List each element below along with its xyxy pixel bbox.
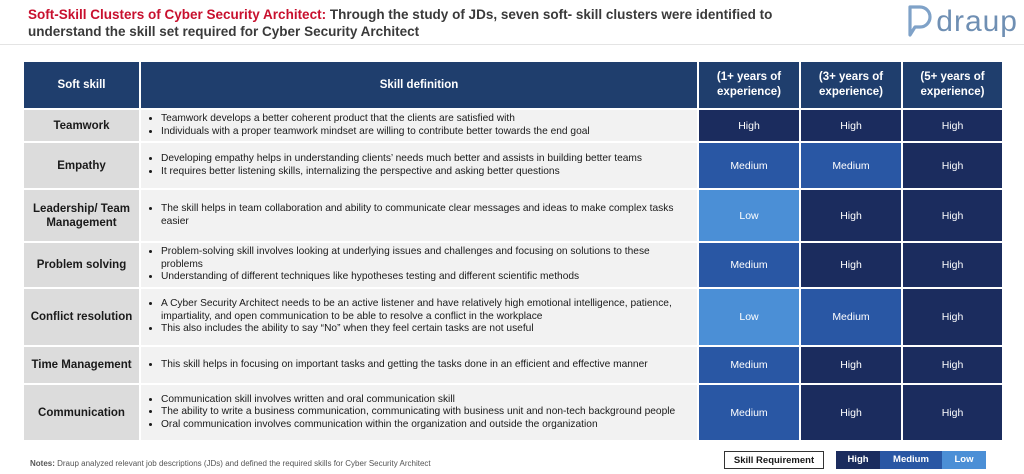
- soft-skill-name: Teamwork: [24, 110, 139, 141]
- definition-bullet: • A Cyber Security Architect needs to be an active listener and have relatively high emotional intelligence, patience, impartiality, and open communication to be able to resolve a conflict in the workplace: [161, 298, 691, 323]
- skill-level-cell: High: [903, 190, 1002, 241]
- skill-level-cell: High: [801, 347, 901, 383]
- skill-level-cell: High: [903, 385, 1002, 440]
- soft-skill-name: Empathy: [24, 143, 139, 188]
- logo-text: draup: [936, 5, 1018, 38]
- table-row: [24, 110, 1002, 141]
- draup-logo-icon: [906, 5, 932, 39]
- legend-item: Medium: [880, 451, 942, 469]
- skill-level-cell: High: [903, 110, 1002, 141]
- skill-level-cell: Low: [699, 289, 799, 345]
- legend-item: High: [836, 451, 880, 469]
- skill-level-cell: High: [699, 110, 799, 141]
- definition-bullet: • The ability to write a business communication, communicating with business unit and non-tech background people: [161, 406, 691, 418]
- column-header: (1+ years of experience): [699, 62, 799, 108]
- soft-skill-name: Conflict resolution: [24, 289, 139, 345]
- definition-bullet: • The skill helps in team collaboration and ability to communicate clear messages and ideas to make complex tasks easier: [161, 203, 691, 228]
- table-row: [24, 385, 1002, 440]
- title-lead: Soft-Skill Clusters of Cyber Security Architect:: [28, 7, 327, 22]
- skill-definition: [141, 243, 697, 287]
- definition-bullet: • Teamwork develops a better coherent product that the clients are satisfied with: [161, 113, 691, 125]
- skill-definition: [141, 385, 697, 440]
- notes-label: Notes:: [30, 459, 55, 468]
- definition-bullet: • Individuals with a proper teamwork mindset are willing to contribute better towards the end goal: [161, 126, 691, 138]
- skill-level-cell: High: [801, 243, 901, 287]
- column-header: Soft skill: [24, 62, 139, 108]
- soft-skill-table: [22, 60, 1004, 442]
- definition-bullet: • This skill helps in focusing on important tasks and getting the tasks done in an efficient and effective manner: [161, 359, 691, 371]
- legend: [836, 451, 986, 469]
- skill-level-cell: High: [801, 110, 901, 141]
- table-row: [24, 347, 1002, 383]
- skill-level-cell: Medium: [801, 143, 901, 188]
- soft-skill-name: Leadership/ Team Management: [24, 190, 139, 241]
- notes-text: Draup analyzed relevant job descriptions (JDs) and defined the required skills for Cyber Security Architect: [54, 459, 431, 468]
- skill-level-cell: High: [801, 385, 901, 440]
- legend-item: Low: [942, 451, 986, 469]
- definition-bullet: • Developing empathy helps in understanding clients’ needs much better and assists in building better teams: [161, 153, 691, 165]
- definition-bullet: • This also includes the ability to say “No” when they feel certain tasks are not useful: [161, 323, 691, 335]
- skill-level-cell: High: [801, 190, 901, 241]
- skill-level-cell: High: [903, 289, 1002, 345]
- skill-definition: [141, 347, 697, 383]
- draup-logo: [878, 0, 1018, 44]
- skill-definition: [141, 190, 697, 241]
- table-row: [24, 243, 1002, 287]
- table-row: [24, 190, 1002, 241]
- table-row: [24, 289, 1002, 345]
- skill-level-cell: Medium: [699, 347, 799, 383]
- definition-bullet: • Understanding of different techniques like hypotheses testing and different scientific methods: [161, 271, 691, 283]
- column-header: (3+ years of experience): [801, 62, 901, 108]
- skill-level-cell: Medium: [699, 385, 799, 440]
- skill-definition: [141, 289, 697, 345]
- skill-level-cell: High: [903, 143, 1002, 188]
- legend-title: Skill Requirement: [724, 451, 824, 469]
- skill-level-cell: Medium: [699, 243, 799, 287]
- skill-level-cell: Medium: [699, 143, 799, 188]
- definition-bullet: • Communication skill involves written and oral communication skill: [161, 394, 691, 406]
- skill-definition: [141, 110, 697, 141]
- skill-level-cell: Medium: [801, 289, 901, 345]
- definition-bullet: • Oral communication involves communication within the organization and outside the organization: [161, 419, 691, 431]
- title-rest: Through the study of JDs, seven soft- skill clusters were identified to understand the skill set required for Cyber Security Architect: [28, 7, 773, 39]
- skill-definition: [141, 143, 697, 188]
- column-header: (5+ years of experience): [903, 62, 1002, 108]
- soft-skill-name: Problem solving: [24, 243, 139, 287]
- notes: [30, 459, 431, 468]
- table-row: [24, 143, 1002, 188]
- table-header-row: [24, 62, 1002, 108]
- definition-bullet: • Problem-solving skill involves looking at underlying issues and challenges and focusing on solutions to these problems: [161, 246, 691, 271]
- soft-skill-name: Time Management: [24, 347, 139, 383]
- definition-bullet: • It requires better listening skills, internalizing the perspective and asking better questions: [161, 166, 691, 178]
- skill-level-cell: High: [903, 347, 1002, 383]
- header-divider: [0, 44, 1024, 45]
- skill-level-cell: Low: [699, 190, 799, 241]
- column-header: Skill definition: [141, 62, 697, 108]
- skill-level-cell: High: [903, 243, 1002, 287]
- page-title: [28, 6, 848, 40]
- soft-skill-name: Communication: [24, 385, 139, 440]
